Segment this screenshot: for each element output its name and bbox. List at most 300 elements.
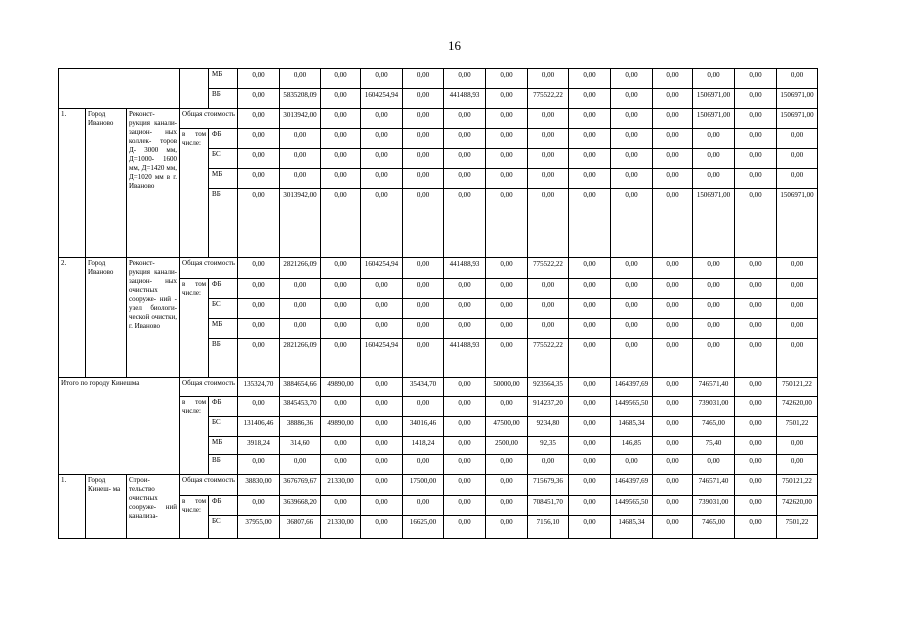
value-cell: 0,00 — [280, 299, 321, 319]
value-cell: 0,00 — [361, 189, 403, 258]
value-cell: 0,00 — [361, 319, 403, 339]
value-cell: 0,00 — [653, 258, 693, 279]
value-cell: 0,00 — [528, 319, 569, 339]
budget-source-label: ФБ — [209, 397, 238, 417]
budget-source-label: ВБ — [209, 189, 238, 258]
value-cell: 0,00 — [735, 437, 777, 455]
value-cell: 1506971,00 — [777, 109, 818, 129]
budget-source-label: БС — [209, 299, 238, 319]
table-body — [59, 69, 818, 539]
value-cell: 0,00 — [735, 299, 777, 319]
value-cell: 708451,70 — [528, 496, 569, 516]
value-cell: 0,00 — [611, 169, 653, 189]
value-cell: 0,00 — [444, 437, 486, 455]
value-cell: 742620,00 — [777, 397, 818, 417]
item-city: Город Иваново — [86, 109, 127, 258]
value-cell: 441488,93 — [444, 89, 486, 109]
value-cell: 0,00 — [238, 129, 280, 149]
budget-source-label: БС — [209, 417, 238, 437]
value-cell: 0,00 — [693, 258, 735, 279]
value-cell: 0,00 — [653, 516, 693, 539]
value-cell: 0,00 — [569, 496, 611, 516]
value-cell: 775522,22 — [528, 258, 569, 279]
value-cell: 0,00 — [444, 496, 486, 516]
value-cell: 0,00 — [777, 258, 818, 279]
value-cell: 0,00 — [361, 69, 403, 89]
budget-source-label: ФБ — [209, 279, 238, 299]
summary-title: Итого по городу Кинешма — [59, 378, 180, 475]
value-cell: 0,00 — [735, 279, 777, 299]
value-cell: 0,00 — [486, 89, 528, 109]
value-cell: 0,00 — [444, 475, 486, 496]
value-cell: 0,00 — [444, 455, 486, 475]
including-label: в том числе: — [180, 279, 209, 378]
value-cell: 0,00 — [486, 475, 528, 496]
value-cell: 0,00 — [569, 339, 611, 378]
value-cell: 75,40 — [693, 437, 735, 455]
value-cell: 5835208,09 — [280, 89, 321, 109]
value-cell: 0,00 — [403, 169, 444, 189]
value-cell: 0,00 — [777, 437, 818, 455]
value-cell: 37955,00 — [238, 516, 280, 539]
value-cell: 0,00 — [444, 109, 486, 129]
value-cell: 0,00 — [486, 258, 528, 279]
value-cell: 0,00 — [280, 129, 321, 149]
value-cell: 0,00 — [653, 89, 693, 109]
value-cell: 131406,46 — [238, 417, 280, 437]
value-cell: 0,00 — [653, 475, 693, 496]
value-cell: 0,00 — [321, 169, 361, 189]
value-cell: 742620,00 — [777, 496, 818, 516]
value-cell: 21330,00 — [321, 475, 361, 496]
value-cell: 314,60 — [280, 437, 321, 455]
value-cell: 0,00 — [486, 129, 528, 149]
total-cost-label: Общая стоимость — [180, 109, 238, 129]
value-cell: 0,00 — [693, 319, 735, 339]
value-cell: 0,00 — [569, 169, 611, 189]
value-cell: 0,00 — [444, 417, 486, 437]
value-cell: 0,00 — [777, 129, 818, 149]
value-cell: 17500,00 — [403, 475, 444, 496]
value-cell: 0,00 — [361, 455, 403, 475]
value-cell: 0,00 — [361, 475, 403, 496]
value-cell: 0,00 — [403, 149, 444, 169]
value-cell: 0,00 — [653, 437, 693, 455]
value-cell: 0,00 — [569, 397, 611, 417]
value-cell: 0,00 — [528, 129, 569, 149]
value-cell: 0,00 — [361, 397, 403, 417]
value-cell: 0,00 — [444, 279, 486, 299]
value-cell: 0,00 — [361, 417, 403, 437]
value-cell: 7501,22 — [777, 417, 818, 437]
value-cell: 1604254,94 — [361, 258, 403, 279]
value-cell: 0,00 — [569, 129, 611, 149]
value-cell: 0,00 — [569, 89, 611, 109]
value-cell: 0,00 — [361, 129, 403, 149]
value-cell: 0,00 — [653, 378, 693, 397]
including-label: в том числе: — [180, 397, 209, 475]
value-cell: 1449565,50 — [611, 496, 653, 516]
budget-source-label: ФБ — [209, 129, 238, 149]
value-cell: 1604254,94 — [361, 89, 403, 109]
value-cell: 0,00 — [735, 455, 777, 475]
value-cell: 739031,00 — [693, 496, 735, 516]
value-cell: 0,00 — [403, 189, 444, 258]
value-cell: 0,00 — [735, 69, 777, 89]
value-cell: 0,00 — [238, 397, 280, 417]
value-cell: 0,00 — [611, 258, 653, 279]
value-cell: 0,00 — [238, 149, 280, 169]
value-cell: 0,00 — [777, 339, 818, 378]
value-cell: 0,00 — [653, 319, 693, 339]
value-cell: 0,00 — [403, 69, 444, 89]
value-cell: 0,00 — [735, 258, 777, 279]
value-cell: 0,00 — [528, 455, 569, 475]
value-cell: 0,00 — [238, 279, 280, 299]
value-cell: 14685,34 — [611, 516, 653, 539]
value-cell: 0,00 — [403, 339, 444, 378]
value-cell: 0,00 — [403, 279, 444, 299]
value-cell: 1418,24 — [403, 437, 444, 455]
total-cost-label: Общая стоимость — [180, 378, 238, 397]
value-cell: 0,00 — [735, 378, 777, 397]
value-cell: 0,00 — [361, 378, 403, 397]
value-cell: 0,00 — [653, 279, 693, 299]
value-cell: 0,00 — [693, 69, 735, 89]
value-cell: 3845453,70 — [280, 397, 321, 417]
value-cell: 0,00 — [238, 299, 280, 319]
value-cell: 0,00 — [238, 89, 280, 109]
value-cell: 3013942,00 — [280, 109, 321, 129]
value-cell: 0,00 — [486, 496, 528, 516]
value-cell: 1464397,69 — [611, 378, 653, 397]
value-cell: 0,00 — [238, 69, 280, 89]
value-cell: 0,00 — [569, 417, 611, 437]
value-cell: 775522,22 — [528, 89, 569, 109]
value-cell: 0,00 — [611, 189, 653, 258]
value-cell: 0,00 — [569, 279, 611, 299]
value-cell: 0,00 — [321, 189, 361, 258]
value-cell: 49890,00 — [321, 417, 361, 437]
value-cell: 0,00 — [321, 437, 361, 455]
value-cell: 0,00 — [321, 89, 361, 109]
value-cell: 0,00 — [653, 129, 693, 149]
value-cell: 0,00 — [444, 319, 486, 339]
budget-source-label: ВБ — [209, 89, 238, 109]
value-cell: 1506971,00 — [693, 109, 735, 129]
item-description: Строи- тельство очистных сооруже- ний канализа- — [127, 475, 180, 539]
value-cell: 0,00 — [569, 475, 611, 496]
value-cell: 0,00 — [361, 496, 403, 516]
value-cell: 1506971,00 — [777, 189, 818, 258]
value-cell: 775522,22 — [528, 339, 569, 378]
value-cell: 0,00 — [569, 109, 611, 129]
value-cell: 0,00 — [693, 455, 735, 475]
value-cell: 135324,70 — [238, 378, 280, 397]
value-cell: 0,00 — [321, 109, 361, 129]
empty-cell — [59, 69, 180, 109]
value-cell: 0,00 — [653, 169, 693, 189]
value-cell: 0,00 — [569, 516, 611, 539]
value-cell: 0,00 — [403, 319, 444, 339]
value-cell: 0,00 — [611, 109, 653, 129]
including-label: в том числе: — [180, 496, 209, 539]
table-row-total — [59, 109, 818, 129]
value-cell: 0,00 — [735, 169, 777, 189]
value-cell: 0,00 — [528, 279, 569, 299]
value-cell: 0,00 — [321, 339, 361, 378]
value-cell: 0,00 — [735, 129, 777, 149]
empty-cell — [180, 69, 209, 109]
value-cell: 0,00 — [735, 319, 777, 339]
value-cell: 0,00 — [653, 189, 693, 258]
value-cell: 14685,34 — [611, 417, 653, 437]
value-cell: 0,00 — [486, 69, 528, 89]
item-description: Реконст- рукция канали- зацион- ных коллек- торов Д- 3000 мм, Д=1000- 1600 мм, Д=1420 мм, Д=1020 мм в г. Иваново — [127, 109, 180, 258]
value-cell: 0,00 — [321, 455, 361, 475]
value-cell: 0,00 — [569, 299, 611, 319]
item-description: Реконст- рукция канали- зацион- ных очистных сооруже- ний - узел биологи- ческой очистки, г. Иваново — [127, 258, 180, 378]
budget-source-label: МБ — [209, 319, 238, 339]
table-row-total — [59, 475, 818, 496]
value-cell: 0,00 — [238, 455, 280, 475]
value-cell: 0,00 — [569, 378, 611, 397]
value-cell: 0,00 — [361, 299, 403, 319]
value-cell: 3884654,66 — [280, 378, 321, 397]
value-cell: 0,00 — [653, 455, 693, 475]
value-cell: 0,00 — [569, 149, 611, 169]
value-cell: 0,00 — [777, 299, 818, 319]
value-cell: 715679,36 — [528, 475, 569, 496]
value-cell: 0,00 — [403, 496, 444, 516]
value-cell: 0,00 — [321, 149, 361, 169]
value-cell: 0,00 — [611, 339, 653, 378]
value-cell: 0,00 — [403, 455, 444, 475]
value-cell: 0,00 — [735, 339, 777, 378]
value-cell: 0,00 — [444, 397, 486, 417]
value-cell: 1506971,00 — [693, 89, 735, 109]
value-cell: 0,00 — [486, 339, 528, 378]
item-city: Город Иваново — [86, 258, 127, 378]
value-cell: 0,00 — [777, 149, 818, 169]
value-cell: 0,00 — [735, 109, 777, 129]
value-cell: 0,00 — [238, 496, 280, 516]
value-cell: 0,00 — [735, 397, 777, 417]
value-cell: 2500,00 — [486, 437, 528, 455]
value-cell: 1506971,00 — [777, 89, 818, 109]
table-row-total — [59, 258, 818, 279]
value-cell: 50000,00 — [486, 378, 528, 397]
value-cell: 0,00 — [528, 69, 569, 89]
value-cell: 0,00 — [321, 299, 361, 319]
value-cell: 0,00 — [280, 69, 321, 89]
value-cell: 0,00 — [693, 169, 735, 189]
value-cell: 0,00 — [321, 279, 361, 299]
value-cell: 0,00 — [361, 437, 403, 455]
value-cell: 7501,22 — [777, 516, 818, 539]
value-cell: 0,00 — [280, 169, 321, 189]
including-label: в том числе: — [180, 129, 209, 258]
value-cell: 35434,70 — [403, 378, 444, 397]
value-cell: 0,00 — [653, 299, 693, 319]
value-cell: 0,00 — [361, 149, 403, 169]
value-cell: 92,35 — [528, 437, 569, 455]
value-cell: 0,00 — [361, 109, 403, 129]
value-cell: 0,00 — [735, 496, 777, 516]
budget-source-label: МБ — [209, 437, 238, 455]
value-cell: 0,00 — [486, 189, 528, 258]
value-cell: 0,00 — [653, 149, 693, 169]
value-cell: 0,00 — [238, 169, 280, 189]
value-cell: 0,00 — [735, 516, 777, 539]
value-cell: 0,00 — [777, 69, 818, 89]
value-cell: 739031,00 — [693, 397, 735, 417]
value-cell: 750121,22 — [777, 475, 818, 496]
value-cell: 7465,00 — [693, 516, 735, 539]
item-number: 1. — [59, 475, 86, 539]
value-cell: 1449565,50 — [611, 397, 653, 417]
total-cost-label: Общая стоимость — [180, 475, 238, 496]
value-cell: 0,00 — [611, 319, 653, 339]
value-cell: 49890,00 — [321, 378, 361, 397]
value-cell: 2821266,09 — [280, 339, 321, 378]
value-cell: 0,00 — [486, 149, 528, 169]
value-cell: 0,00 — [444, 189, 486, 258]
total-cost-label: Общая стоимость — [180, 258, 238, 279]
budget-source-label: МБ — [209, 169, 238, 189]
value-cell: 0,00 — [611, 69, 653, 89]
value-cell: 441488,93 — [444, 258, 486, 279]
value-cell: 0,00 — [403, 258, 444, 279]
value-cell: 0,00 — [403, 109, 444, 129]
value-cell: 914237,20 — [528, 397, 569, 417]
value-cell: 0,00 — [777, 319, 818, 339]
value-cell: 0,00 — [777, 169, 818, 189]
value-cell: 0,00 — [403, 129, 444, 149]
value-cell: 0,00 — [735, 89, 777, 109]
table-row — [59, 69, 818, 89]
value-cell: 16625,00 — [403, 516, 444, 539]
value-cell: 0,00 — [444, 149, 486, 169]
value-cell: 0,00 — [444, 378, 486, 397]
budget-source-label: БС — [209, 149, 238, 169]
value-cell: 0,00 — [528, 299, 569, 319]
value-cell: 0,00 — [361, 169, 403, 189]
value-cell: 38886,36 — [280, 417, 321, 437]
value-cell: 0,00 — [321, 319, 361, 339]
value-cell: 0,00 — [611, 299, 653, 319]
value-cell: 0,00 — [611, 89, 653, 109]
budget-source-label: ВБ — [209, 339, 238, 378]
value-cell: 923564,35 — [528, 378, 569, 397]
value-cell: 0,00 — [486, 109, 528, 129]
value-cell: 0,00 — [238, 319, 280, 339]
value-cell: 0,00 — [569, 437, 611, 455]
value-cell: 9234,80 — [528, 417, 569, 437]
value-cell: 0,00 — [569, 319, 611, 339]
value-cell: 0,00 — [238, 109, 280, 129]
value-cell: 0,00 — [569, 258, 611, 279]
value-cell: 0,00 — [361, 279, 403, 299]
value-cell: 0,00 — [611, 149, 653, 169]
value-cell: 0,00 — [486, 299, 528, 319]
value-cell: 0,00 — [569, 189, 611, 258]
value-cell: 7465,00 — [693, 417, 735, 437]
value-cell: 0,00 — [653, 417, 693, 437]
value-cell: 0,00 — [569, 69, 611, 89]
value-cell: 750121,22 — [777, 378, 818, 397]
value-cell: 0,00 — [238, 258, 280, 279]
value-cell: 441488,93 — [444, 339, 486, 378]
value-cell: 0,00 — [444, 69, 486, 89]
value-cell: 0,00 — [280, 279, 321, 299]
value-cell: 0,00 — [321, 69, 361, 89]
value-cell: 0,00 — [321, 129, 361, 149]
value-cell: 0,00 — [569, 455, 611, 475]
value-cell: 0,00 — [486, 319, 528, 339]
value-cell: 0,00 — [693, 339, 735, 378]
value-cell: 3918,24 — [238, 437, 280, 455]
value-cell: 0,00 — [653, 496, 693, 516]
value-cell: 0,00 — [238, 189, 280, 258]
value-cell: 0,00 — [735, 149, 777, 169]
value-cell: 0,00 — [361, 516, 403, 539]
item-number: 2. — [59, 258, 86, 378]
value-cell: 0,00 — [735, 189, 777, 258]
value-cell: 0,00 — [528, 169, 569, 189]
value-cell: 36807,66 — [280, 516, 321, 539]
value-cell: 0,00 — [693, 149, 735, 169]
value-cell: 0,00 — [693, 299, 735, 319]
value-cell: 0,00 — [777, 279, 818, 299]
value-cell: 3676769,67 — [280, 475, 321, 496]
value-cell: 0,00 — [403, 397, 444, 417]
value-cell: 0,00 — [777, 455, 818, 475]
value-cell: 47500,00 — [486, 417, 528, 437]
value-cell: 0,00 — [444, 169, 486, 189]
value-cell: 0,00 — [444, 299, 486, 319]
value-cell: 0,00 — [528, 189, 569, 258]
value-cell: 0,00 — [444, 516, 486, 539]
budget-source-label: МБ — [209, 69, 238, 89]
value-cell: 0,00 — [653, 339, 693, 378]
budget-source-label: ФБ — [209, 496, 238, 516]
value-cell: 0,00 — [528, 149, 569, 169]
value-cell: 0,00 — [486, 455, 528, 475]
value-cell: 0,00 — [693, 129, 735, 149]
table-row-total — [59, 378, 818, 397]
value-cell: 1506971,00 — [693, 189, 735, 258]
value-cell: 0,00 — [653, 397, 693, 417]
value-cell: 3013942,00 — [280, 189, 321, 258]
value-cell: 0,00 — [444, 129, 486, 149]
value-cell: 0,00 — [653, 69, 693, 89]
value-cell: 0,00 — [280, 455, 321, 475]
value-cell: 0,00 — [486, 279, 528, 299]
page-number: 16 — [448, 38, 461, 53]
value-cell: 0,00 — [611, 279, 653, 299]
value-cell: 38830,00 — [238, 475, 280, 496]
value-cell: 2821266,09 — [280, 258, 321, 279]
value-cell: 0,00 — [321, 397, 361, 417]
value-cell: 3639668,20 — [280, 496, 321, 516]
value-cell: 0,00 — [403, 89, 444, 109]
value-cell: 0,00 — [486, 169, 528, 189]
value-cell: 146,85 — [611, 437, 653, 455]
value-cell: 0,00 — [528, 109, 569, 129]
item-city: Город Кинеш- ма — [86, 475, 127, 539]
value-cell: 34016,46 — [403, 417, 444, 437]
